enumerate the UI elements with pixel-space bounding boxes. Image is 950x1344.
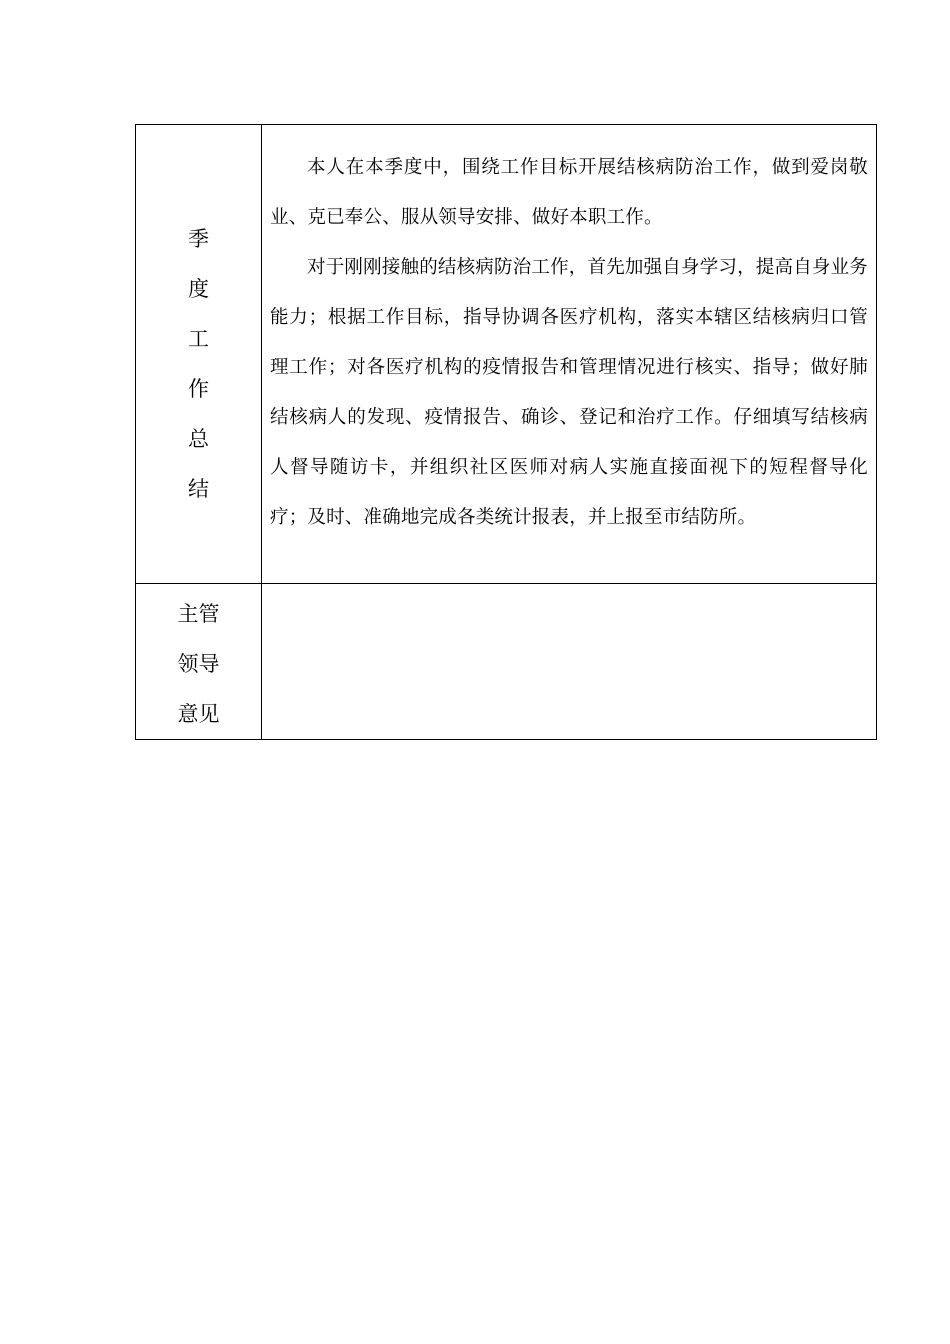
label-line: 主管 — [177, 602, 220, 626]
quarterly-summary-content-cell — [262, 125, 877, 584]
quarterly-summary-label — [136, 125, 261, 514]
supervisor-opinion-field[interactable] — [262, 584, 877, 740]
label-char: 度 — [188, 277, 209, 301]
summary-paragraph-2: 对于刚刚接触的结核病防治工作，首先加强自身学习，提高自身业务能力；根据工作目标，指导协调各医疗机构，落实本辖区结核病归口管理工作；对各医疗机构的疫情报告和管理情况进行核实、指导；做好肺结核病人的发现、疫情报告、确诊、登记和治疗工作。仔细填写结核病人督导随访卡，并组织社区医师对病人实施直接面视下的短程督导化疗；及时、准确地完成各类统计报表，并上报至市结防所。 — [270, 257, 869, 528]
quarterly-summary-row — [136, 125, 877, 584]
label-char: 结 — [188, 477, 209, 501]
supervisor-opinion-label — [136, 584, 261, 739]
supervisor-opinion-row — [136, 584, 877, 740]
supervisor-opinion-label-cell — [136, 584, 262, 740]
label-char: 季 — [188, 227, 209, 251]
quarterly-summary-text — [262, 125, 876, 543]
quarterly-summary-label-cell — [136, 125, 262, 584]
work-summary-form — [135, 124, 877, 740]
summary-paragraph-1: 本人在本季度中，围绕工作目标开展结核病防治工作，做到爱岗敬业、克已奉公、服从领导安排、做好本职工作。 — [270, 157, 868, 228]
label-char: 总 — [188, 427, 209, 451]
label-char: 工 — [188, 327, 209, 351]
label-line: 意见 — [177, 702, 220, 726]
label-line: 领导 — [177, 652, 220, 676]
label-char: 作 — [188, 377, 209, 401]
